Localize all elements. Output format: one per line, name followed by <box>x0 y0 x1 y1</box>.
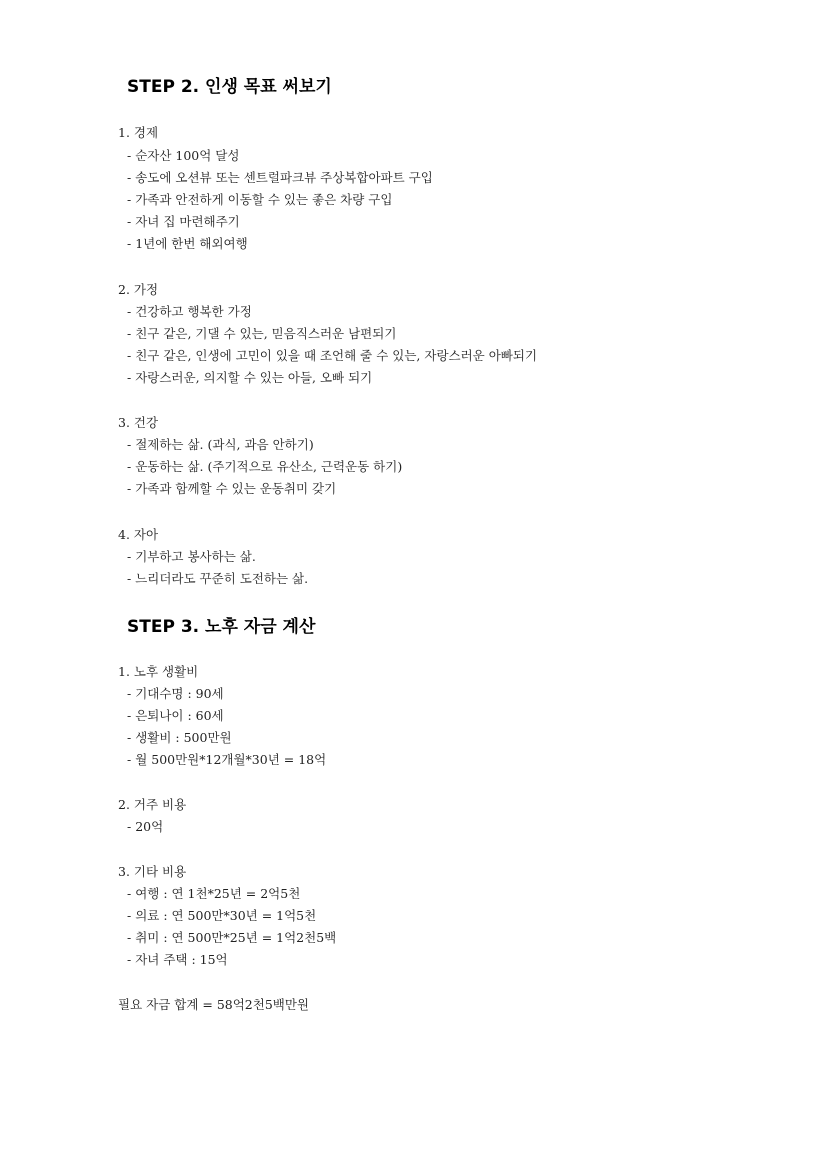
list-item: - 자녀 집 마련해주기 <box>127 214 240 229</box>
section-heading-living-cost: 1. 노후 생활비 <box>118 664 199 679</box>
list-item: - 취미 : 연 500만*25년 = 1억2천5백 <box>127 930 337 945</box>
list-item: - 송도에 오션뷰 또는 센트럴파크뷰 주상복합아파트 구입 <box>127 170 433 185</box>
list-item: - 1년에 한번 해외여행 <box>127 236 248 251</box>
section-heading-housing-cost: 2. 거주 비용 <box>118 797 187 812</box>
list-item: - 여행 : 연 1천*25년 = 2억5천 <box>127 886 301 901</box>
list-item: - 건강하고 행복한 가정 <box>127 304 252 319</box>
list-item: - 20억 <box>127 819 164 834</box>
list-item: - 절제하는 삶. (과식, 과음 안하기) <box>127 437 314 452</box>
list-item: - 가족과 함께할 수 있는 운동취미 갖기 <box>127 481 337 496</box>
step3-title: STEP 3. 노후 자금 계산 <box>127 617 316 637</box>
section-heading-self: 4. 자아 <box>118 527 159 542</box>
list-item: - 은퇴나이 : 60세 <box>127 708 224 723</box>
section-heading-family: 2. 가정 <box>118 282 159 297</box>
list-item: - 월 500만원*12개월*30년 = 18억 <box>127 752 327 767</box>
list-item: - 기대수명 : 90세 <box>127 686 224 701</box>
list-item: - 자녀 주택 : 15억 <box>127 952 228 967</box>
section-heading-economy: 1. 경제 <box>118 125 159 140</box>
list-item: - 자랑스러운, 의지할 수 있는 아들, 오빠 되기 <box>127 370 373 385</box>
section-heading-other-cost: 3. 기타 비용 <box>118 864 187 879</box>
step2-title: STEP 2. 인생 목표 써보기 <box>127 77 332 97</box>
list-item: - 기부하고 봉사하는 삶. <box>127 549 256 564</box>
list-item: - 친구 같은, 기댈 수 있는, 믿음직스러운 남편되기 <box>127 326 397 341</box>
total-required-funds: 필요 자금 합계 = 58억2천5백만원 <box>118 997 310 1012</box>
list-item: - 의료 : 연 500만*30년 = 1억5천 <box>127 908 317 923</box>
list-item: - 운동하는 삶. (주기적으로 유산소, 근력운동 하기) <box>127 459 403 474</box>
list-item: - 느리더라도 꾸준히 도전하는 삶. <box>127 571 309 586</box>
list-item: - 순자산 100억 달성 <box>127 148 240 163</box>
list-item: - 가족과 안전하게 이동할 수 있는 좋은 차량 구입 <box>127 192 393 207</box>
list-item: - 생활비 : 500만원 <box>127 730 232 745</box>
section-heading-health: 3. 건강 <box>118 415 159 430</box>
list-item: - 친구 같은, 인생에 고민이 있을 때 조언해 줄 수 있는, 자랑스러운 아빠되기 <box>127 348 538 363</box>
